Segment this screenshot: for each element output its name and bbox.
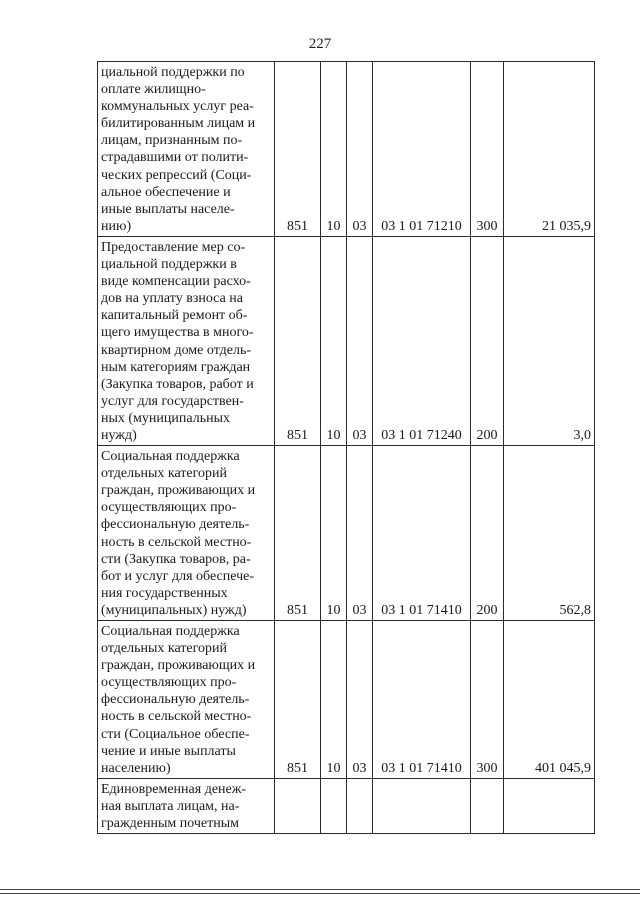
subsection-cell: 03: [347, 446, 373, 621]
amount-cell: 562,8: [504, 446, 595, 621]
description-line: виде компенсации расхо-: [101, 274, 251, 290]
description-line: фессиональную деятель-: [101, 517, 250, 533]
description-line: фессиональную деятель-: [101, 692, 250, 708]
row-description: [98, 236, 275, 445]
description-line: граждан, проживающих и: [101, 483, 256, 499]
page-bottom-divider: [0, 889, 640, 890]
description-line: циальной поддержки по: [101, 65, 245, 80]
description-line: сти (Социальное обеспе-: [101, 726, 250, 742]
description-line: ных (муниципальных: [101, 410, 230, 426]
description-line: (Закупка товаров, работ и: [101, 376, 254, 392]
description-line: иные выплаты населе-: [101, 201, 235, 217]
description-line: чение и иные выплаты: [101, 743, 236, 759]
section-cell: 10: [321, 236, 347, 445]
target-article-cell: [373, 778, 471, 833]
admin-code-cell: 851: [275, 62, 321, 237]
page-bottom-divider: [0, 893, 640, 894]
description-line: билитированным лицам и: [101, 116, 256, 132]
admin-code-cell: 851: [275, 236, 321, 445]
description-line: квартирном доме отдель-: [101, 342, 252, 358]
section-cell: 10: [321, 446, 347, 621]
description-line: лицам, признанным по-: [101, 133, 243, 149]
expense-type-cell: 300: [471, 62, 504, 237]
amount-cell: 21 035,9: [504, 62, 595, 237]
row-description: [98, 621, 275, 779]
admin-code-cell: 851: [275, 446, 321, 621]
table-row: [98, 446, 595, 621]
description-line: осуществляющих про-: [101, 675, 237, 691]
row-description: [98, 778, 275, 833]
subsection-cell: 03: [347, 621, 373, 779]
description-line: отдельных категорий: [101, 466, 228, 482]
description-line: гражденным почетным: [101, 816, 239, 832]
admin-code-cell: 851: [275, 621, 321, 779]
description-line: ность в сельской местно-: [101, 709, 252, 725]
subsection-cell: 03: [347, 236, 373, 445]
page-number: 227: [308, 36, 332, 52]
subsection-cell: [347, 778, 373, 833]
description-line: страдавшими от полити-: [101, 150, 249, 166]
description-line: коммунальных услуг реа-: [101, 99, 254, 115]
section-cell: [321, 778, 347, 833]
description-line: Единовременная денеж-: [101, 781, 247, 797]
description-line: ность в сельской местно-: [101, 534, 252, 550]
table-row: [98, 236, 595, 445]
target-article-cell: 03 1 01 71410: [373, 446, 471, 621]
description-line: Предоставление мер со-: [101, 239, 246, 255]
description-line: капитальный ремонт об-: [101, 308, 248, 324]
subsection-cell: 03: [347, 62, 373, 237]
description-line: населению): [101, 760, 171, 776]
description-line: ным категориям граждан: [101, 359, 251, 375]
expense-type-cell: 200: [471, 446, 504, 621]
description-line: услуг для государствен-: [101, 393, 244, 409]
description-line: отдельных категорий: [101, 641, 228, 657]
amount-cell: [504, 778, 595, 833]
row-description: [98, 62, 275, 237]
description-line: оплате жилищно-: [101, 82, 206, 98]
table-row: [98, 778, 595, 833]
description-line: ная выплата лицам, на-: [101, 798, 240, 814]
description-line: нию): [101, 218, 132, 234]
expense-type-cell: 200: [471, 236, 504, 445]
description-line: нужд): [101, 427, 137, 443]
description-line: (муниципальных) нужд): [101, 602, 247, 618]
description-line: альное обеспечение и: [101, 184, 231, 200]
target-article-cell: 03 1 01 71240: [373, 236, 471, 445]
budget-table: [97, 61, 595, 834]
description-line: циальной поддержки в: [101, 257, 237, 273]
description-line: бот и услуг для обеспече-: [101, 568, 255, 584]
description-line: Социальная поддержка: [101, 449, 240, 465]
description-line: осуществляющих про-: [101, 500, 237, 516]
admin-code-cell: [275, 778, 321, 833]
description-line: сти (Закупка товаров, ра-: [101, 551, 251, 567]
table-row: [98, 621, 595, 779]
description-line: ческих репрессий (Соци-: [101, 167, 252, 183]
description-line: ния государственных: [101, 585, 228, 601]
description-line: Социальная поддержка: [101, 624, 240, 639]
expense-type-cell: [471, 778, 504, 833]
amount-cell: 401 045,9: [504, 621, 595, 779]
description-line: граждан, проживающих и: [101, 658, 256, 674]
table-row: [98, 62, 595, 237]
target-article-cell: 03 1 01 71410: [373, 621, 471, 779]
target-article-cell: 03 1 01 71210: [373, 62, 471, 237]
amount-cell: 3,0: [504, 236, 595, 445]
budget-table-body: [98, 62, 595, 834]
section-cell: 10: [321, 62, 347, 237]
section-cell: 10: [321, 621, 347, 779]
description-line: дов на уплату взноса на: [101, 291, 243, 307]
expense-type-cell: 300: [471, 621, 504, 779]
row-description: [98, 446, 275, 621]
description-line: щего имущества в много-: [101, 325, 254, 341]
